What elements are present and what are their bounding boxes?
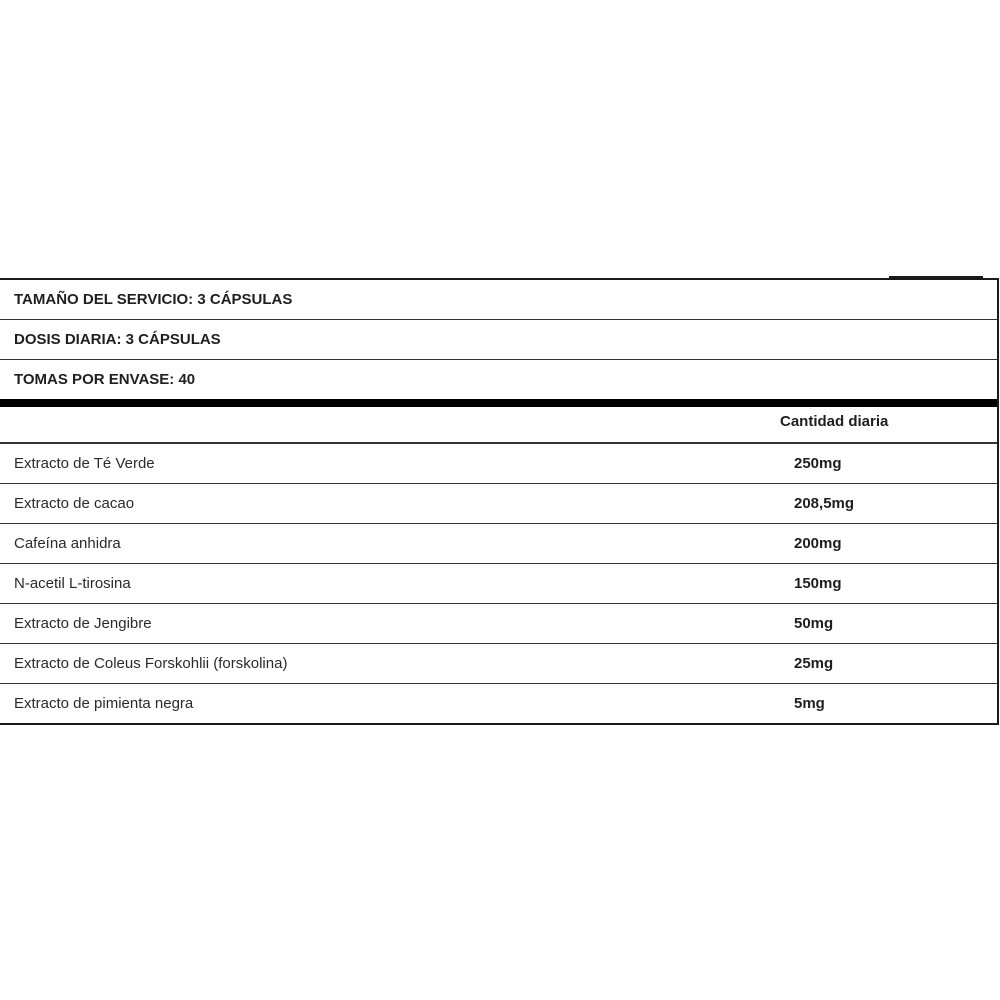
ingredient-name: Extracto de Jengibre — [14, 615, 152, 632]
ingredient-amount: 5mg — [794, 695, 825, 712]
table-row — [0, 684, 997, 723]
ingredient-amount: 208,5mg — [794, 495, 855, 512]
ingredient-name: Extracto de Coleus Forskohlii (forskolina) — [14, 655, 288, 672]
ingredient-name: Cafeína anhidra — [14, 535, 121, 552]
supplement-facts-table — [0, 278, 999, 725]
servings-per-container: TOMAS POR ENVASE: 40 — [14, 371, 196, 388]
ingredient-amount: 150mg — [794, 575, 842, 592]
table-row — [0, 644, 997, 684]
table-header — [0, 407, 997, 444]
section-divider — [0, 399, 997, 407]
ingredient-name: Extracto de Té Verde — [14, 455, 155, 472]
amount-column-header: Cantidad diaria — [780, 413, 889, 430]
ingredient-name: N-acetil L-tirosina — [14, 575, 131, 592]
ingredient-amount: 50mg — [794, 615, 834, 632]
ingredient-name: Extracto de cacao — [14, 495, 135, 512]
daily-dose: DOSIS DIARIA: 3 CÁPSULAS — [0, 320, 997, 360]
ingredient-amount: 200mg — [794, 535, 842, 552]
table-row — [0, 444, 997, 484]
table-row — [0, 604, 997, 644]
table-row — [0, 564, 997, 604]
ingredient-amount: 250mg — [794, 455, 842, 472]
table-row — [0, 484, 997, 524]
serving-size: TAMAÑO DEL SERVICIO: 3 CÁPSULAS — [0, 280, 997, 320]
ingredient-name: Extracto de pimienta negra — [14, 695, 194, 712]
table-row — [0, 524, 997, 564]
ingredient-amount: 25mg — [794, 655, 834, 672]
